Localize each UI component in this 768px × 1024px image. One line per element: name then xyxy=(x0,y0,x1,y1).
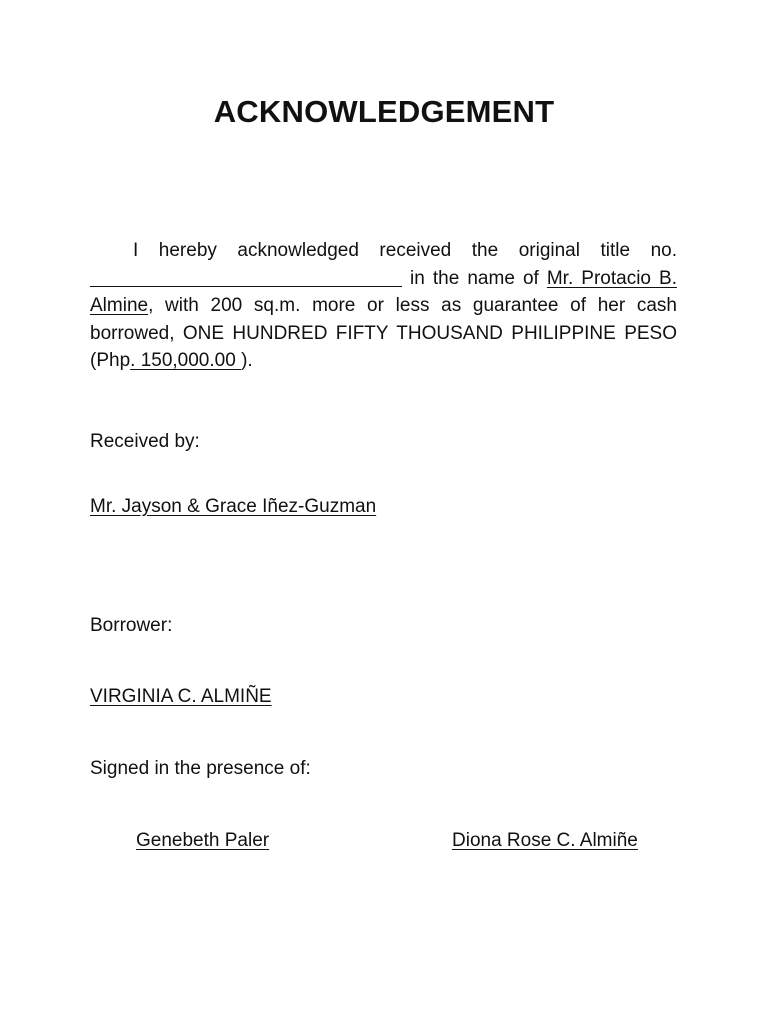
witness-name-1: Genebeth Paler xyxy=(136,830,270,851)
paragraph-text-2: in the name of xyxy=(402,267,547,289)
document-title: ACKNOWLEDGEMENT xyxy=(213,94,555,129)
borrower-name: VIRGINIA C. ALMIÑE xyxy=(90,686,272,707)
borrower-label: Borrower: xyxy=(90,615,173,636)
owner-name: Mr. Protacio B. Almine xyxy=(90,267,677,316)
amount-value: . 150,000.00 xyxy=(130,350,242,371)
received-by-label: Received by: xyxy=(90,431,200,452)
witness-name-2: Diona Rose C. Almiñe xyxy=(452,830,638,851)
title-number-blank xyxy=(90,268,402,287)
received-by-name: Mr. Jayson & Grace Iñez-Guzman xyxy=(90,496,377,517)
paragraph-text-4: ). xyxy=(241,350,253,371)
witness-label: Signed in the presence of: xyxy=(90,758,311,779)
acknowledgement-paragraph xyxy=(90,237,677,375)
paragraph-text-3: , with 200 sq.m. more or less as guarantee of her cash borrowed, ONE HUNDRED FIFTY THOUSAND PHILIPPINE PESO (Php xyxy=(90,295,677,371)
paragraph-text-1: I hereby acknowledged received the original title no. xyxy=(133,240,677,261)
